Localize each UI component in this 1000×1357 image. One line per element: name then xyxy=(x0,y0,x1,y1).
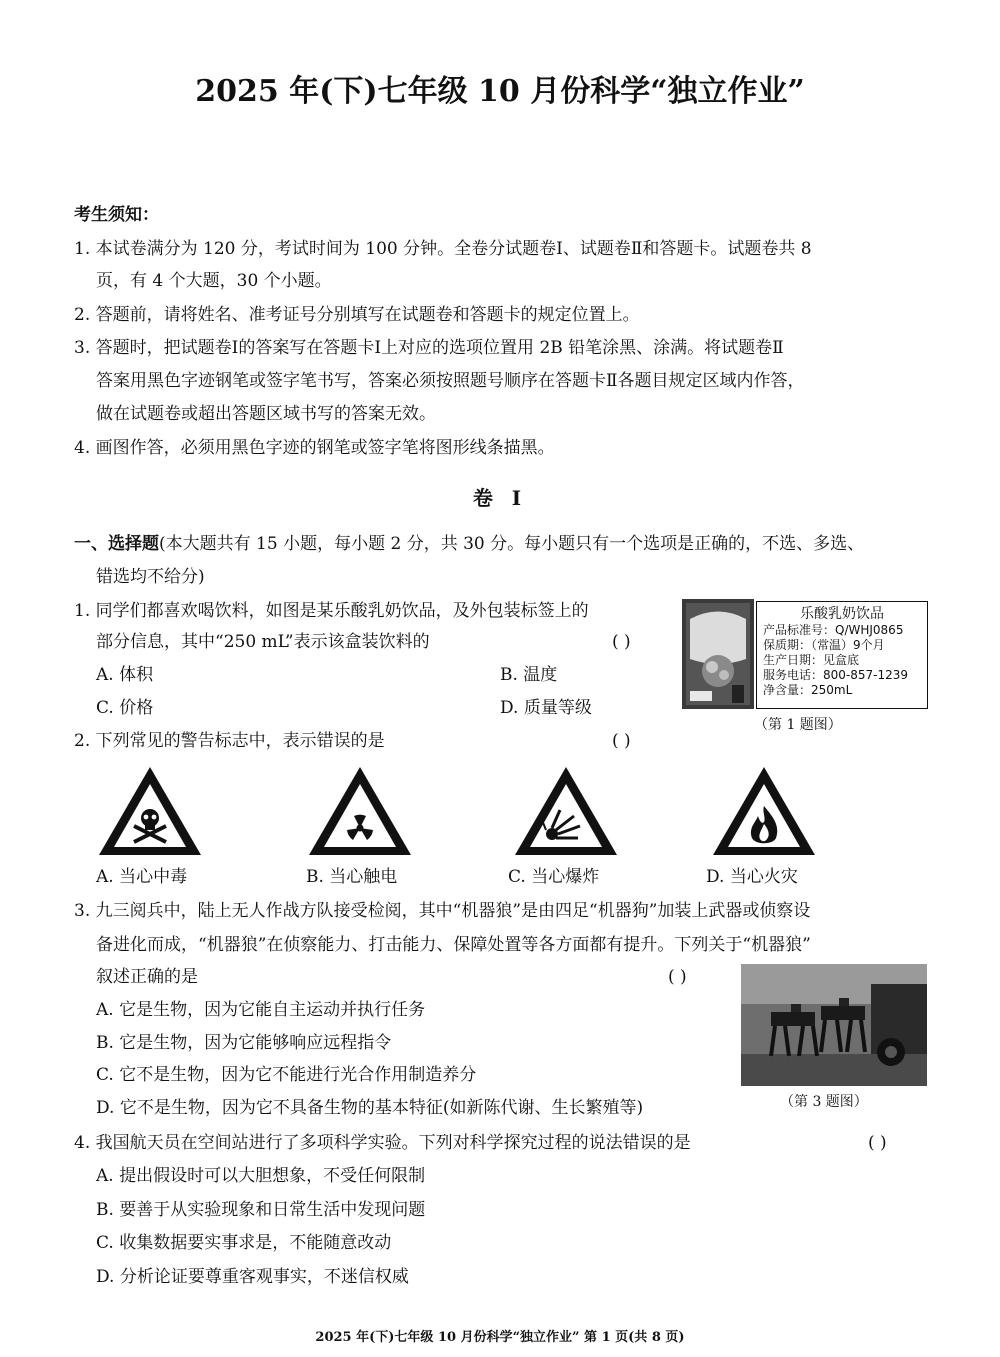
robot-wolf-photo xyxy=(741,964,927,1086)
q2-option-d: D. 当心火灾 xyxy=(706,867,798,887)
q1-answer-paren: ( ) xyxy=(612,632,631,652)
q1-stem: 部分信息，其中“250 mL”表示该盒装饮料的 xyxy=(96,632,430,652)
q2-option-b: B. 当心触电 xyxy=(306,867,398,887)
q3-option-b: B. 它是生物，因为它能够响应远程指令 xyxy=(96,1033,392,1053)
q3-stem: 备进化而成，“机器狼”在侦察能力、打击能力、保障处置等各方面都有提升。下列关于“机器狼” xyxy=(96,935,811,955)
q3-option-c: C. 它不是生物，因为它不能进行光合作用制造养分 xyxy=(96,1065,477,1085)
q1-option-d: D. 质量等级 xyxy=(500,698,592,718)
explosion-icon xyxy=(512,764,620,858)
q3-stem: 叙述正确的是 xyxy=(96,967,198,987)
part1-heading-line xyxy=(74,533,864,555)
product-label-line: 产品标准号：Q/WHJ0865 xyxy=(763,623,904,637)
q1-caption: （第 1 题图） xyxy=(754,717,842,733)
notice-line: 2. 答题前，请将姓名、准考证号分别填写在试题卷和答题卡的规定位置上。 xyxy=(74,305,640,325)
notice-line: 1. 本试卷满分为 120 分，考试时间为 100 分钟。全卷分试题卷Ⅰ、试题卷Ⅱ和答题卡。试题卷共 8 xyxy=(74,239,812,259)
fire-icon xyxy=(710,764,818,858)
q2-option-c: C. 当心爆炸 xyxy=(508,867,600,887)
skull-crossbones-icon xyxy=(96,764,204,858)
q2-option-a: A. 当心中毒 xyxy=(96,867,188,887)
q4-stem: 4. 我国航天员在空间站进行了多项科学实验。下列对科学探究过程的说法错误的是 xyxy=(74,1133,691,1153)
q4-option-d: D. 分析论证要尊重客观事实，不迷信权威 xyxy=(96,1267,409,1287)
q3-answer-paren: ( ) xyxy=(668,967,687,987)
q2-answer-paren: ( ) xyxy=(612,731,631,751)
product-label-line: 服务电话：800-857-1239 xyxy=(763,668,909,682)
q2-stem: 2. 下列常见的警告标志中，表示错误的是 xyxy=(74,731,385,751)
section-title: 卷 Ⅰ xyxy=(472,486,528,510)
q4-option-a: A. 提出假设时可以大胆想象，不受任何限制 xyxy=(96,1166,426,1186)
q1-stem: 1. 同学们都喜欢喝饮料，如图是某乐酸乳奶饮品，及外包装标签上的 xyxy=(74,601,589,621)
notice-line: 做在试题卷或超出答题区域书写的答案无效。 xyxy=(96,404,436,424)
drink-box-image xyxy=(682,599,754,709)
product-label-title: 乐酸乳奶饮品 xyxy=(800,606,884,622)
q4-option-b: B. 要善于从实验现象和日常生活中发现问题 xyxy=(96,1200,426,1220)
notice-line: 3. 答题时，把试题卷Ⅰ的答案写在答题卡Ⅰ上对应的选项位置用 2B 铅笔涂黑、涂满。将试题卷Ⅱ xyxy=(74,338,784,358)
q4-option-c: C. 收集数据要实事求是，不能随意改动 xyxy=(96,1233,392,1253)
notice-line: 4. 画图作答，必须用黑色字迹的钢笔或签字笔将图形线条描黑。 xyxy=(74,438,555,458)
product-label-line: 净含量：250mL xyxy=(763,683,853,697)
part1-desc-line2: 错选均不给分) xyxy=(96,567,205,587)
page-title: 2025 年(下)七年级 10 月份科学“独立作业” xyxy=(195,74,805,109)
q1-option-c: C. 价格 xyxy=(96,698,154,718)
product-label-line: 生产日期：见盒底 xyxy=(763,653,860,667)
q4-answer-paren: ( ) xyxy=(868,1133,887,1153)
notice-line: 答案用黑色字迹钢笔或签字笔书写，答案必须按照题号顺序在答题卡Ⅱ各题目规定区域内作答， xyxy=(96,371,805,391)
product-label xyxy=(756,601,928,709)
page-footer: 2025 年(下)七年级 10 月份科学“独立作业” 第 1 页(共 8 页) xyxy=(315,1330,685,1345)
part1-desc: (本大题共有 15 小题，每小题 2 分，共 30 分。每小题只有一个选项是正确的，不选、多选、 xyxy=(159,534,865,554)
q1-option-a: A. 体积 xyxy=(96,665,154,685)
notice-line: 页，有 4 个大题，30 个小题。 xyxy=(96,271,332,291)
radiation-icon xyxy=(306,764,414,858)
q3-caption: （第 3 题图） xyxy=(780,1094,868,1110)
q1-option-b: B. 温度 xyxy=(500,665,558,685)
q3-stem: 3. 九三阅兵中，陆上无人作战方队接受检阅，其中“机器狼”是由四足“机器狗”加装上武器或侦察设 xyxy=(74,901,811,921)
q3-option-a: A. 它是生物，因为它能自主运动并执行任务 xyxy=(96,1000,426,1020)
notice-heading: 考生须知： xyxy=(74,205,159,225)
part1-heading: 一、选择题 xyxy=(74,534,159,554)
product-label-line: 保质期：（常温）9个月 xyxy=(763,638,885,652)
q3-option-d: D. 它不是生物，因为它不具备生物的基本特征(如新陈代谢、生长繁殖等) xyxy=(96,1098,644,1118)
